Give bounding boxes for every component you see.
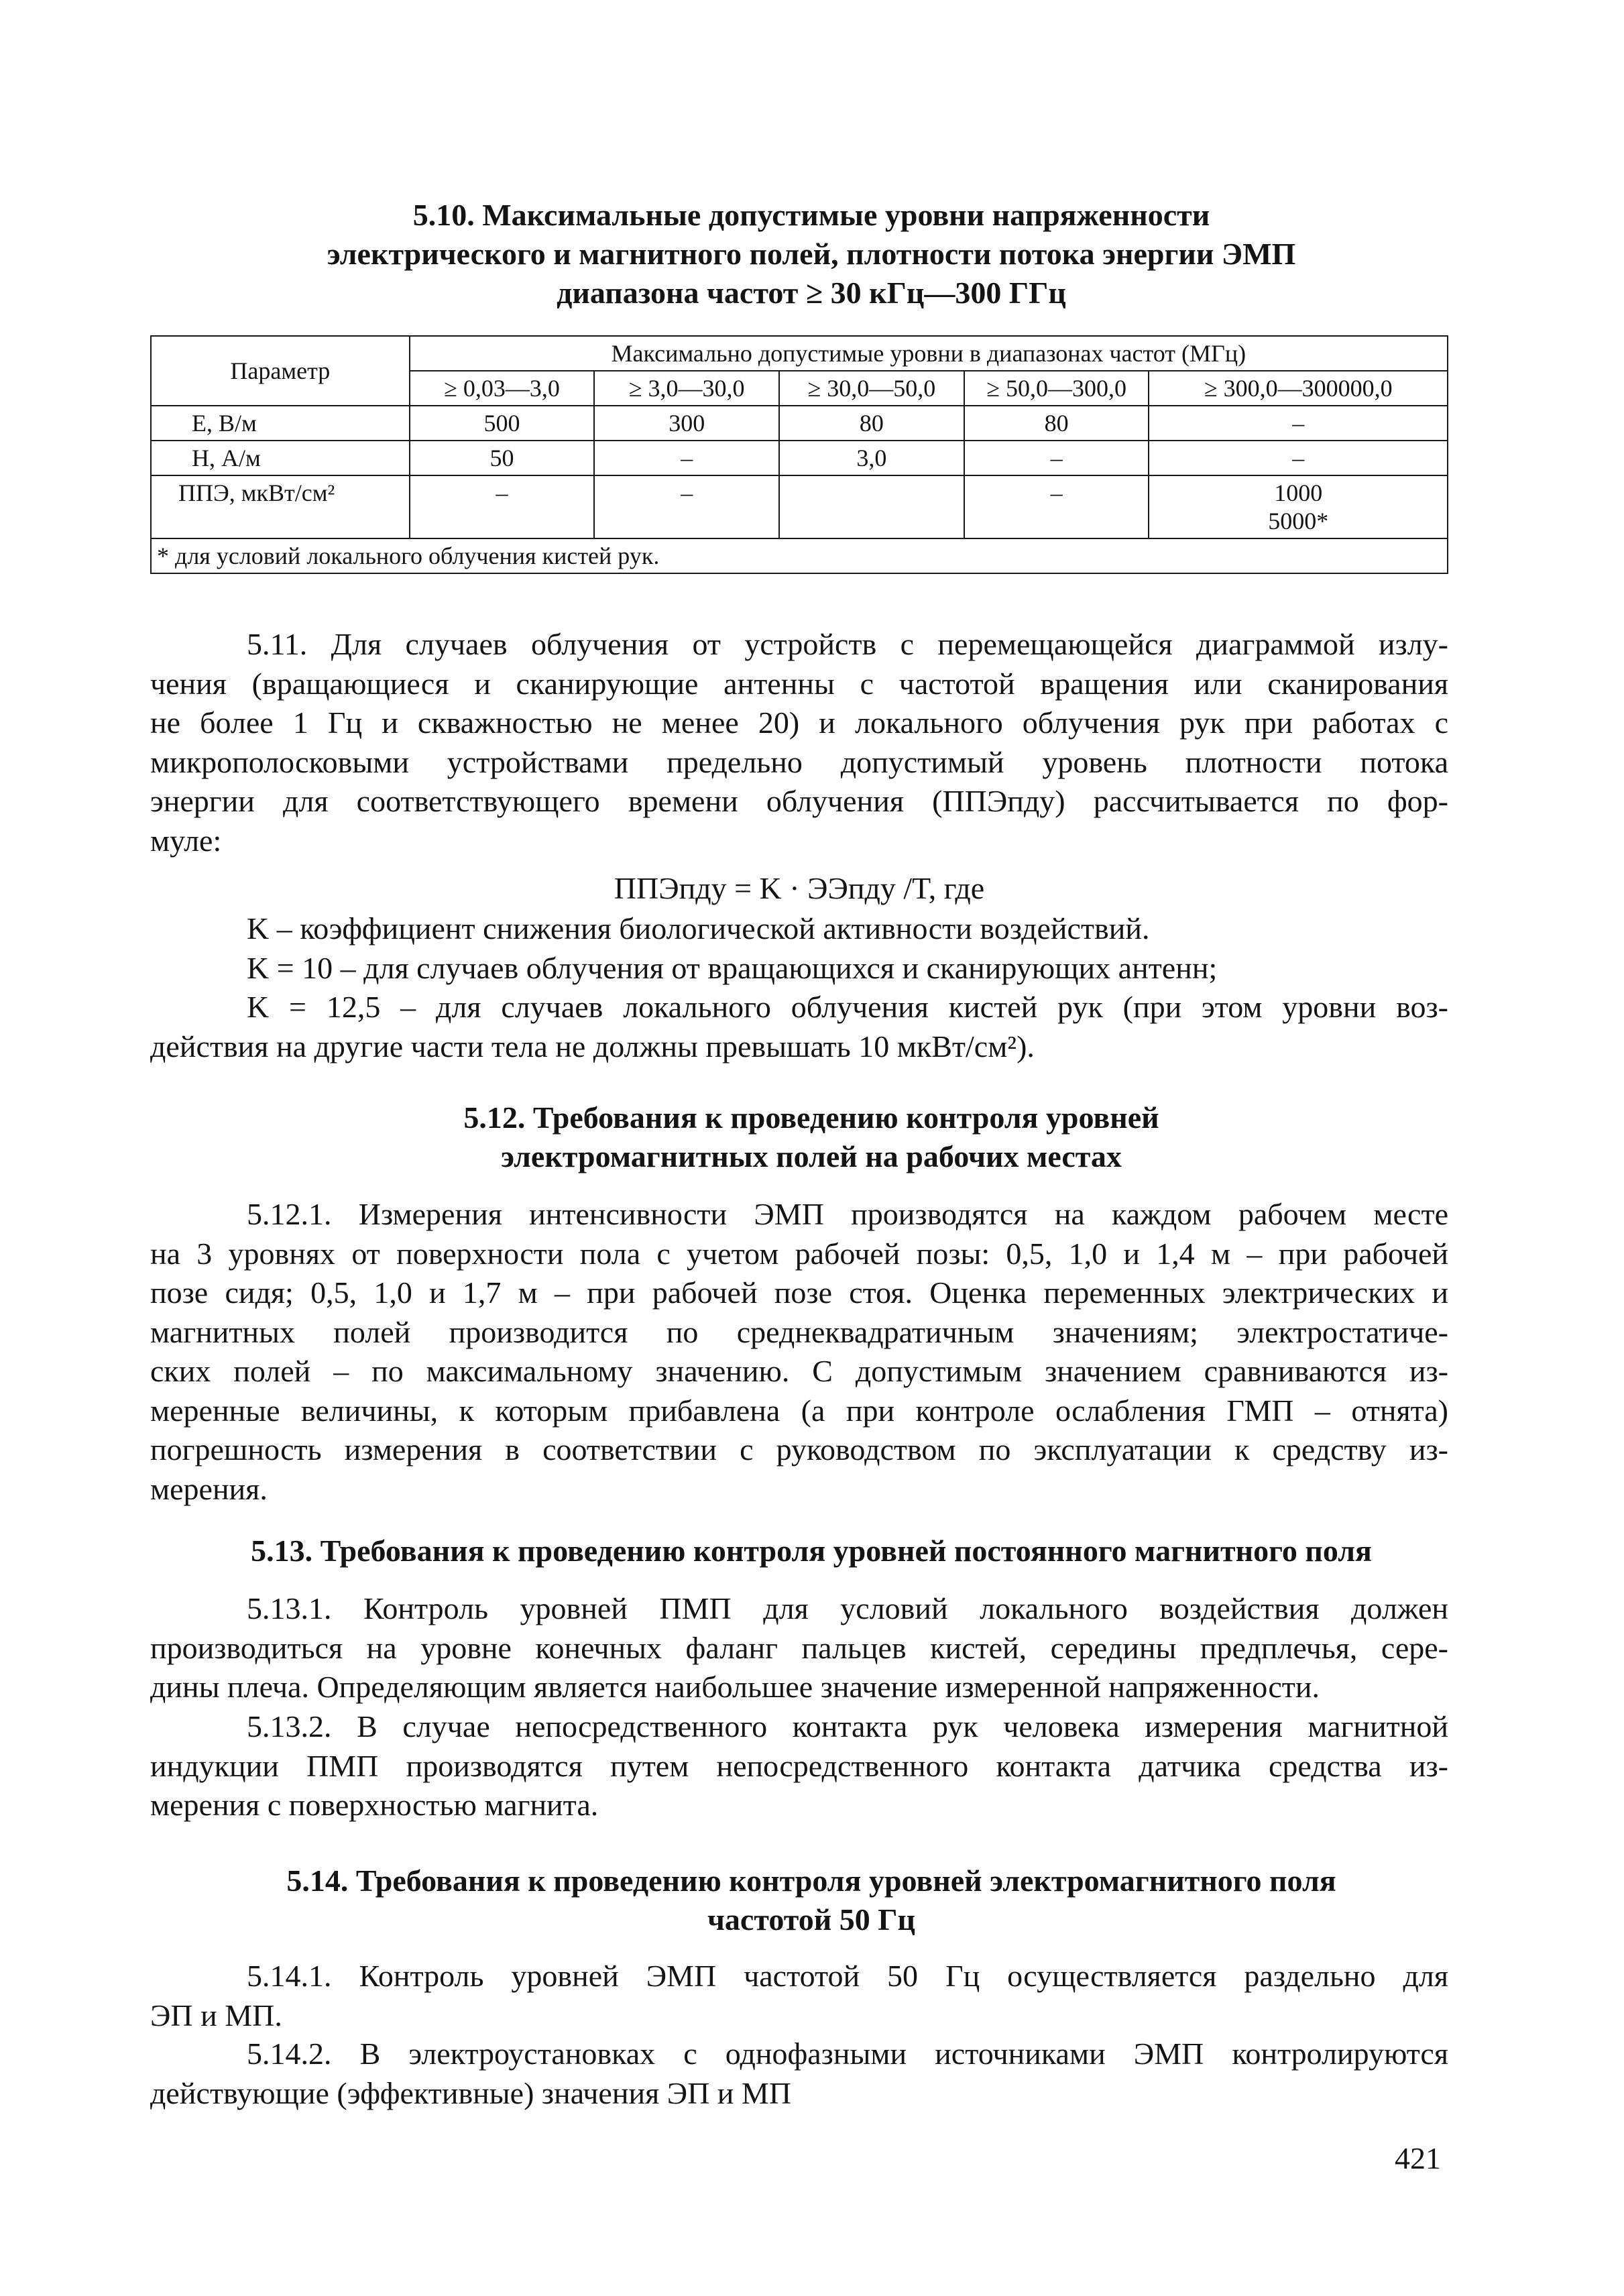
max-levels-table	[150, 335, 1448, 574]
heading-line: 5.13. Требования к проведению контроля уровней постоянного магнитного поля	[251, 1534, 1372, 1568]
text-line: позе сидя; 0,5, 1,0 и 1,7 м – при рабочей позе стоя. Оценка переменных электрических и	[150, 1275, 1448, 1310]
table-row	[151, 475, 1448, 538]
paragraph-5-13-1	[150, 1589, 1448, 1707]
param-cell: H, А/м	[151, 441, 410, 475]
formula: ППЭпду = K · ЭЭпду /T, где	[614, 871, 985, 905]
text-line: не более 1 Гц и скважностью не менее 20) и локального облучения рук при работах с	[150, 705, 1448, 740]
text-line: мерения.	[150, 1471, 268, 1506]
value-cell	[779, 475, 964, 538]
text-line: индукции ПМП производятся путем непосредственного контакта датчика средства из-	[150, 1748, 1448, 1783]
text-line: магнитных полей производится по среднеквадратичным значениям; электростатиче-	[150, 1314, 1448, 1349]
text-line: действующие (эффективные) значения ЭП и МП	[150, 2075, 792, 2110]
paragraph-5-12-1	[150, 1195, 1448, 1509]
range-header: ≥ 0,03—3,0	[410, 371, 595, 406]
value-line: 1000	[1274, 479, 1323, 506]
range-header: ≥ 30,0—50,0	[779, 371, 964, 406]
paragraph-5-14-1	[150, 1957, 1448, 2035]
param-cell: ППЭ, мкВт/см²	[151, 475, 410, 538]
text-line: 5.14.2. В электроустановках с однофазными источниками ЭМП контролируются	[247, 2036, 1448, 2071]
range-header: ≥ 50,0—300,0	[964, 371, 1149, 406]
value-cell: –	[964, 441, 1149, 475]
value-cell: –	[410, 475, 595, 538]
text-line: 5.13.2. В случае непосредственного контакта рук человека измерения магнитной	[247, 1709, 1448, 1743]
text-line: дины плеча. Определяющим является наибольшее значение измеренной напряженности.	[150, 1670, 1320, 1704]
section-5-14-heading	[134, 1861, 1489, 1939]
table-row	[151, 441, 1448, 475]
table-row	[151, 406, 1448, 441]
heading-line: электрического и магнитного полей, плотности потока энергии ЭМП	[327, 237, 1296, 271]
paragraph-5-13-2	[150, 1707, 1448, 1825]
text-line: ЭП и МП.	[150, 1998, 282, 2032]
text-line: 5.14.1. Контроль уровней ЭМП частотой 50 Гц осуществляется раздельно для	[247, 1959, 1448, 1993]
table-footnote: * для условий локального облучения кистей рук.	[151, 538, 1448, 573]
coefficient-definitions	[150, 909, 1448, 1066]
text-line: муле:	[150, 823, 222, 858]
table-footnote-row	[151, 538, 1448, 573]
text-line: погрешность измерения в соответствии с руководством по эксплуатации к средству из-	[150, 1432, 1448, 1467]
range-header: ≥ 300,0—300000,0	[1149, 371, 1448, 406]
value-cell: –	[1149, 441, 1448, 475]
value-cell: –	[1149, 406, 1448, 441]
value-cell: –	[594, 441, 779, 475]
text-line: K = 12,5 – для случаев локального облучения кистей рук (при этом уровни воз-	[247, 990, 1448, 1024]
text-line: действия на другие части тела не должны превышать 10 мкВт/см²).	[150, 1029, 1035, 1064]
value-line: 5000*	[1268, 508, 1329, 534]
text-line: K = 10 – для случаев облучения от вращающихся и сканирующих антенн;	[247, 950, 1218, 985]
text-line: на 3 уровнях от поверхности пола с учетом рабочей позы: 0,5, 1,0 и 1,4 м – при рабочей	[150, 1236, 1448, 1271]
text-line: ских полей – по максимальному значению. С допустимым значением сравниваются из-	[150, 1354, 1448, 1388]
text-line: производиться на уровне конечных фаланг пальцев кистей, середины предплечья, сере-	[150, 1630, 1448, 1665]
value-cell: 3,0	[779, 441, 964, 475]
param-cell: E, В/м	[151, 406, 410, 441]
text-line: микрополосковыми устройствами предельно допустимый уровень плотности потока	[150, 744, 1448, 779]
table-header-row	[151, 336, 1448, 371]
text-line: 5.12.1. Измерения интенсивности ЭМП производятся на каждом рабочем месте	[247, 1197, 1448, 1231]
param-header: Параметр	[151, 336, 410, 406]
text-line: чения (вращающиеся и сканирующие антенны с частотой вращения или сканирования	[150, 666, 1448, 701]
text-line: 5.13.1. Контроль уровней ПМП для условий локального воздействия должен	[247, 1591, 1448, 1625]
value-cell: 50	[410, 441, 595, 475]
value-cell: 80	[964, 406, 1149, 441]
heading-line: 5.12. Требования к проведению контроля уровней	[463, 1100, 1159, 1135]
heading-line: 5.14. Требования к проведению контроля уровней электромагнитного поля	[286, 1863, 1336, 1898]
value-cell: 300	[594, 406, 779, 441]
heading-line: диапазона частот ≥ 30 кГц—300 ГГц	[557, 276, 1066, 310]
section-5-12-heading	[134, 1098, 1489, 1176]
heading-line: 5.10. Максимальные допустимые уровни напряженности	[412, 198, 1210, 232]
heading-line: электромагнитных полей на рабочих местах	[501, 1139, 1122, 1173]
heading-line: частотой 50 Гц	[707, 1902, 915, 1937]
range-group-header: Максимально допустимые уровни в диапазонах частот (МГц)	[410, 336, 1448, 371]
section-5-10-heading	[134, 196, 1489, 312]
text-line: энергии для соответствующего времени облучения (ППЭпду) рассчитывается по фор-	[150, 784, 1448, 818]
value-cell: 80	[779, 406, 964, 441]
text-line: мерения с поверхностью магнита.	[150, 1788, 599, 1822]
value-cell: –	[594, 475, 779, 538]
page-number: 421	[1395, 2141, 1441, 2175]
section-5-13-heading	[134, 1532, 1489, 1570]
text-line: K – коэффициент снижения биологической активности воздействий.	[247, 911, 1150, 945]
text-line: 5.11. Для случаев облучения от устройств с перемещающейся диаграммой излу-	[247, 627, 1448, 661]
text-line: меренные величины, к которым прибавлена (а при контроле ослабления ГМП – отнята)	[150, 1393, 1448, 1428]
paragraph-5-11	[150, 625, 1448, 860]
range-header: ≥ 3,0—30,0	[594, 371, 779, 406]
value-cell	[1149, 475, 1448, 538]
value-cell: –	[964, 475, 1149, 538]
value-cell: 500	[410, 406, 595, 441]
paragraph-5-14-2	[150, 2034, 1448, 2113]
